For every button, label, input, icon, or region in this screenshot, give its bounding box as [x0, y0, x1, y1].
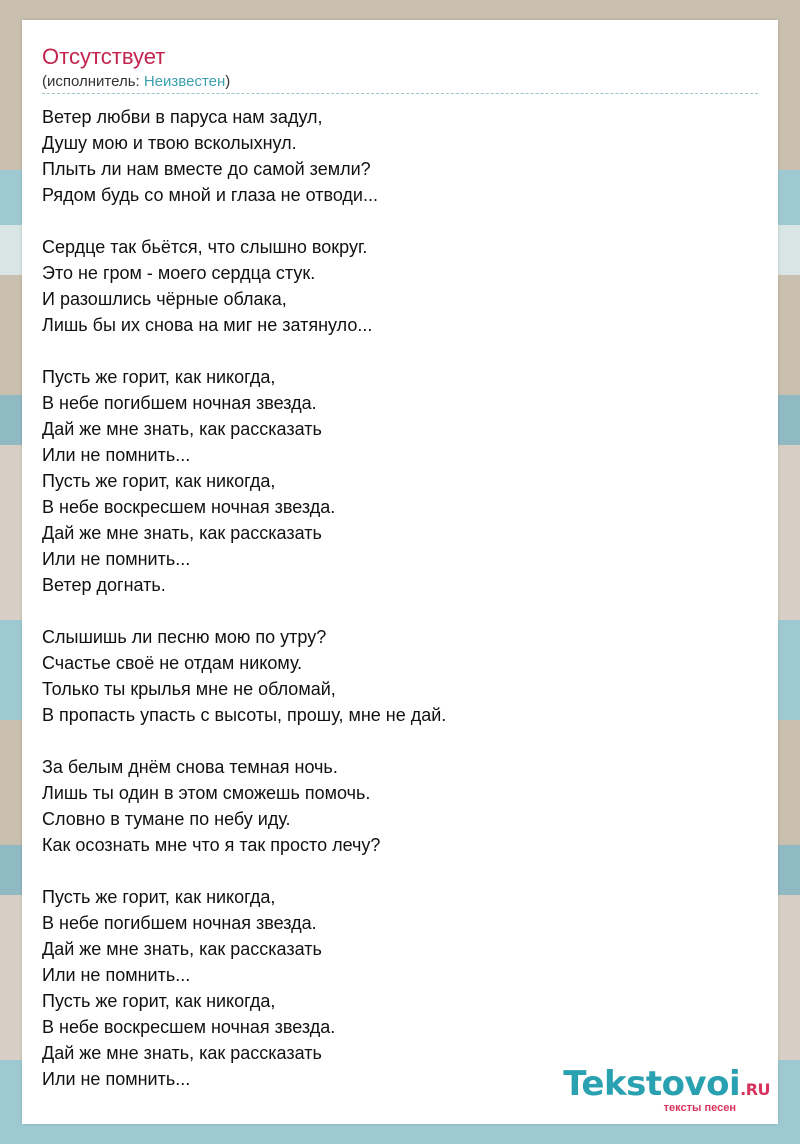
- lyric-line: Пусть же горит, как никогда,: [42, 887, 276, 907]
- lyric-line: В небе воскресшем ночная звезда.: [42, 1017, 336, 1037]
- lyric-line: Или не помнить...: [42, 445, 191, 465]
- lyric-line: Дай же мне знать, как рассказать: [42, 523, 322, 543]
- lyric-line: Слышишь ли песню мою по утру?: [42, 627, 327, 647]
- lyric-line: Плыть ли нам вместе до самой земли?: [42, 159, 371, 179]
- lyric-line: Или не помнить...: [42, 965, 191, 985]
- stanza-gap: [42, 598, 762, 624]
- lyric-line: В пропасть упасть с высоты, прошу, мне не дай.: [42, 705, 447, 725]
- artist-name-link[interactable]: Неизвестен: [143, 73, 226, 90]
- lyrics-body: [42, 104, 762, 1092]
- lyric-line: Ветер догнать.: [42, 575, 166, 595]
- lyric-line: Пусть же горит, как никогда,: [42, 471, 276, 491]
- lyrics-sheet: [22, 20, 778, 1124]
- lyric-line: Дай же мне знать, как рассказать: [42, 1043, 322, 1063]
- stanza-gap: [42, 338, 762, 364]
- lyric-line: Лишь ты один в этом сможешь помочь.: [42, 783, 371, 803]
- lyric-line: Сердце так бьётся, что слышно вокруг.: [42, 237, 368, 257]
- lyric-line: Только ты крылья мне не обломай,: [42, 679, 336, 699]
- logo-name: Tekstovoi: [563, 1064, 741, 1104]
- logo-tld: .RU: [740, 1080, 770, 1099]
- stanza-gap: [42, 728, 762, 754]
- lyric-line: За белым днём снова темная ночь.: [42, 757, 338, 777]
- lyric-line: Пусть же горит, как никогда,: [42, 991, 276, 1011]
- lyric-line: В небе погибшем ночная звезда.: [42, 393, 317, 413]
- lyric-line: Или не помнить...: [42, 1069, 191, 1089]
- lyric-line: Или не помнить...: [42, 549, 191, 569]
- artist-suffix: ): [225, 73, 231, 90]
- stanza-gap: [42, 858, 762, 884]
- lyric-line: Дай же мне знать, как рассказать: [42, 419, 322, 439]
- lyric-line: И разошлись чёрные облака,: [42, 289, 287, 309]
- lyric-line: Пусть же горит, как никогда,: [42, 367, 276, 387]
- site-logo[interactable]: [563, 1066, 770, 1114]
- lyric-line: Счастье своё не отдам никому.: [42, 653, 303, 673]
- lyric-line: Как осознать мне что я так просто лечу?: [42, 835, 381, 855]
- song-title: Отсутствует: [42, 44, 166, 69]
- lyric-line: Рядом будь со мной и глаза не отводи...: [42, 185, 378, 205]
- artist-prefix: (исполнитель:: [42, 73, 144, 90]
- lyric-line: В небе воскресшем ночная звезда.: [42, 497, 336, 517]
- lyric-line: Лишь бы их снова на миг не затянуло...: [42, 315, 373, 335]
- lyric-line: Словно в тумане по небу иду.: [42, 809, 291, 829]
- dashed-divider: [42, 93, 758, 94]
- artist-line: [42, 73, 230, 91]
- stanza-gap: [42, 208, 762, 234]
- lyric-line: Ветер любви в паруса нам задул,: [42, 107, 323, 127]
- logo-tagline: тексты песен: [663, 1102, 736, 1114]
- lyric-line: В небе погибшем ночная звезда.: [42, 913, 317, 933]
- lyric-line: Это не гром - моего сердца стук.: [42, 263, 316, 283]
- lyric-line: Дай же мне знать, как рассказать: [42, 939, 322, 959]
- lyric-line: Душу мою и твою всколыхнул.: [42, 133, 297, 153]
